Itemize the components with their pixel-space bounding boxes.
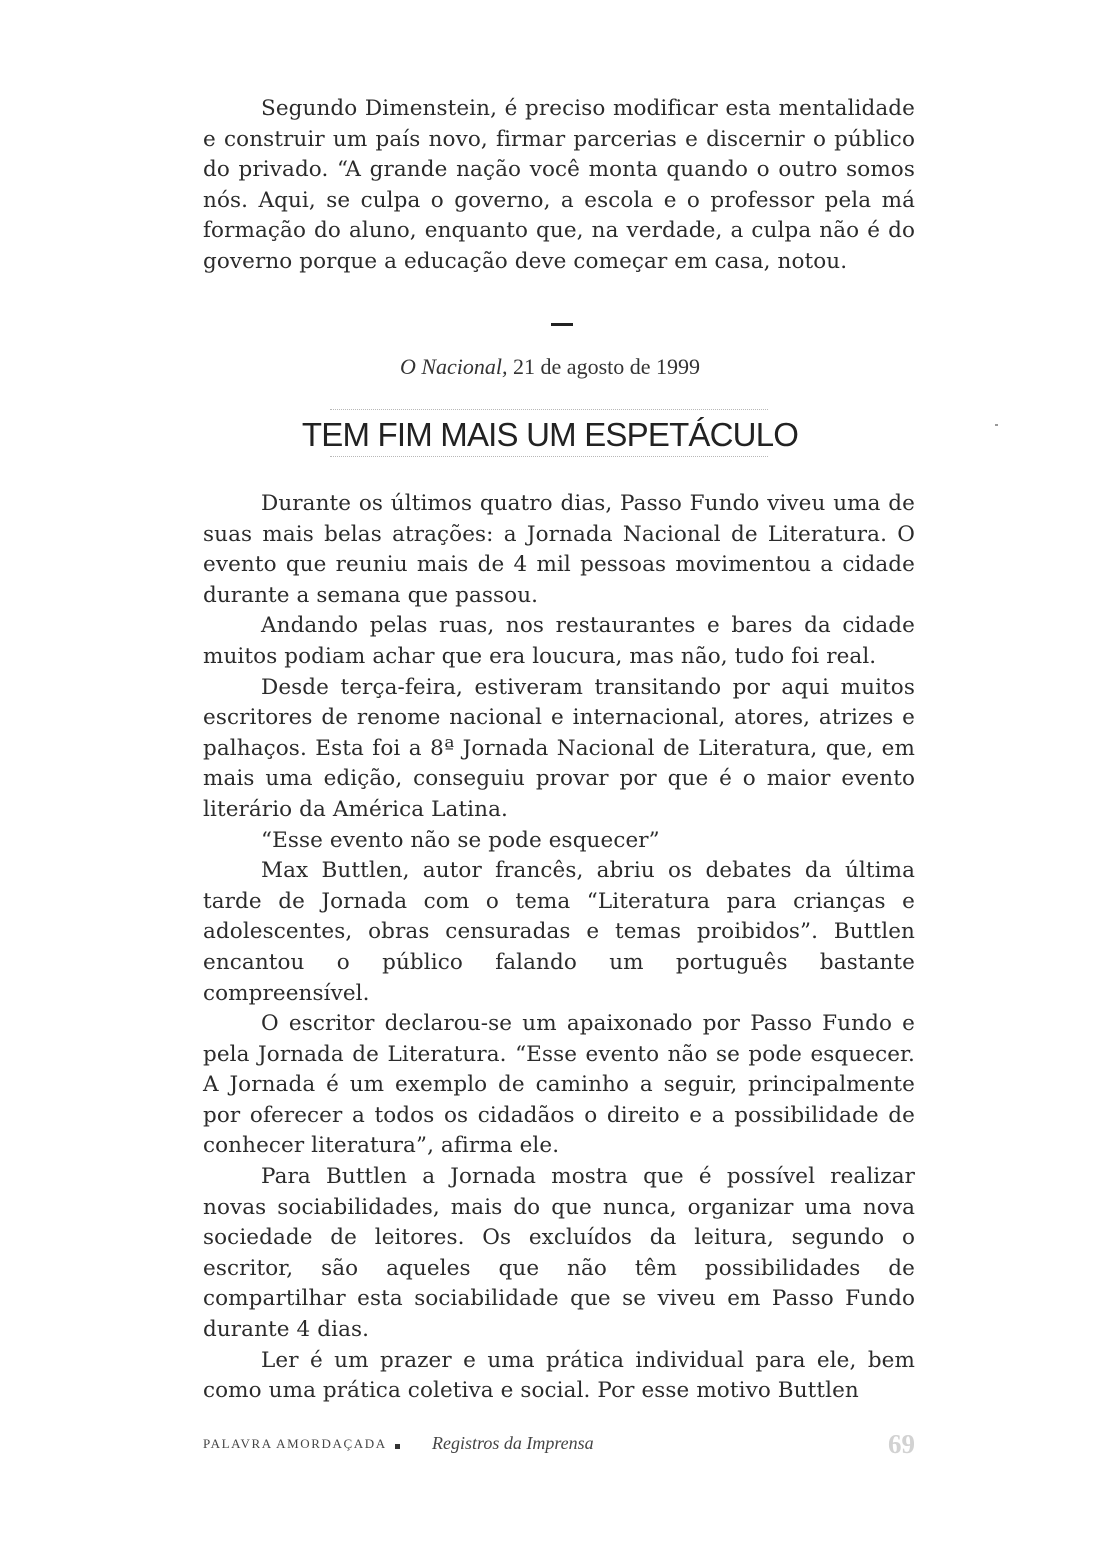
series-title: Registros da Imprensa <box>432 1433 594 1453</box>
article-body <box>203 489 915 1407</box>
book-title: PALAVRA AMORDAÇADA <box>203 1436 387 1451</box>
intro-paragraph: Segundo Dimenstein, é preciso modificar esta mentalidade e construir um país novo, firmar parcerias e discernir o público do privado. “A grande nação você monta quando o outro somos nós. Aqui, se culpa o governo, a escola e o professor pela má formação do aluno, enquanto que, na verdade, a culpa não é do governo porque a educação deve começar em casa, notou. <box>203 96 915 274</box>
intro-text-block <box>203 94 915 278</box>
page-number: 69 <box>888 1429 915 1459</box>
headline-bottom-rule <box>330 456 768 457</box>
headline-top-rule <box>330 409 768 410</box>
article-paragraph: Durante os últimos quatro dias, Passo Fundo viveu uma de suas mais belas atrações: a Jornada Nacional de Literatura. O evento que reuniu mais de 4 mil pessoas movimentou a cidade durante a semana que passou. <box>203 491 915 608</box>
publication-name: O Nacional, <box>399 354 508 379</box>
page-footer <box>203 1429 915 1462</box>
article-paragraph: O escritor declarou-se um apaixonado por Passo Fundo e pela Jornada de Literatura. “Esse evento não se pode esquecer. A Jornada é um exemplo de caminho a seguir, principalmente por oferecer a todos os cidadãos o direito e a possibilidade de conhecer literatura”, afirma ele. <box>203 1011 915 1159</box>
article-paragraph: Andando pelas ruas, nos restaurantes e bares da cidade muitos podiam achar que era loucura, mas não, tudo foi real. <box>203 613 915 669</box>
article-paragraph: Ler é um prazer e uma prática individual para ele, bem como uma prática coletiva e social. Por esse motivo Buttlen <box>203 1347 915 1404</box>
footer-bullet <box>395 1444 400 1449</box>
article-paragraph: Desde terça-feira, estiveram transitando por aqui muitos escritores de renome nacional e internacional, atores, atrizes e palhaços. Esta foi a 8ª Jornada Nacional de Literatura, que, em mais uma edição, conseguiu provar por que é o maior evento literário da América Latina. <box>203 674 915 822</box>
article-source <box>0 354 1100 380</box>
article-headline: TEM FIM MAIS UM ESPETÁCULO <box>301 416 799 453</box>
article-paragraph: Para Buttlen a Jornada mostra que é possível realizar novas sociabilidades, mais do que nunca, organizar uma nova sociedade de leitores. Os excluídos da leitura, segundo o escritor, são aqueles que não têm possibilidades de compartilhar esta sociabilidade que se viveu em Passo Fundo durante 4 dias. <box>203 1164 915 1343</box>
scan-speck <box>995 424 998 426</box>
publication-date: 21 de agosto de 1999 <box>513 354 701 379</box>
section-divider <box>551 323 573 326</box>
article-paragraph: Max Buttlen, autor francês, abriu os debates da última tarde de Jornada com o tema “Literatura para crianças e adolescentes, obras censuradas e temas proibidos”. Buttlen encantou o público falando um português bastante compreensível. <box>203 858 915 1006</box>
article-subheading: “Esse evento não se pode esquecer” <box>261 827 660 853</box>
